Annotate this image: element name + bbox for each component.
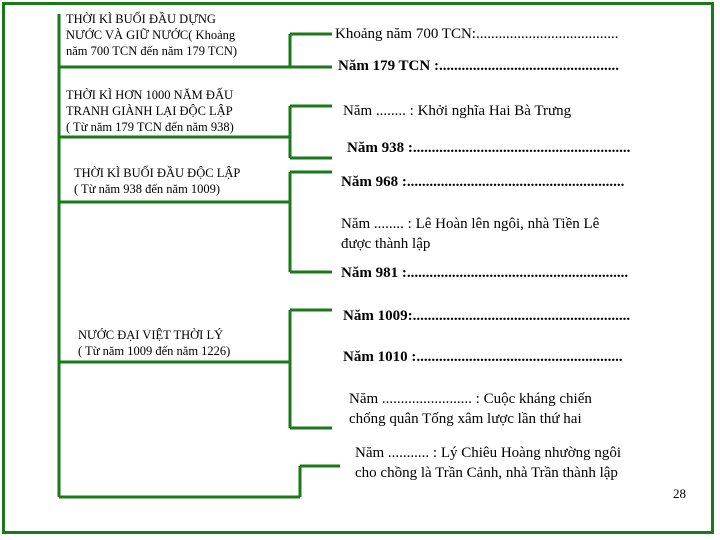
period-3-line1: THỜI KÌ BUỔI ĐẦU ĐỘC LẬP — [74, 166, 241, 180]
period-3-line2: ( Từ năm 938 đến năm 1009) — [74, 182, 221, 196]
event-le-hoan-line1: Năm ........ : Lê Hoàn lên ngôi, nhà Tiền Lê — [341, 216, 600, 232]
period-2-line3: ( Từ năm 179 TCN đến năm 938) — [66, 120, 234, 134]
event-khang-chien-tong — [349, 389, 709, 429]
period-2-line2: TRANH GIÀNH LẠI ĐỘC LẬP — [66, 104, 233, 118]
period-1-label — [66, 11, 284, 59]
event-938: Năm 938 :.......................................................... — [347, 140, 631, 156]
period-4-label — [78, 327, 288, 361]
event-le-hoan — [341, 214, 701, 254]
period-1-line3: năm 700 TCN đến năm 179 TCN) — [66, 44, 238, 58]
event-khang-chien-line1: Năm ........................ : Cuộc kháng chiến — [349, 391, 592, 407]
event-khang-chien-line2: chống quân Tống xâm lược lần thứ hai — [349, 411, 582, 427]
event-1009: Năm 1009:.......................................................... — [343, 308, 631, 324]
event-179-tcn: Năm 179 TCN :................................................ — [338, 58, 619, 74]
event-1010: Năm 1010 :....................................................... — [343, 349, 623, 365]
event-nha-tran — [355, 443, 715, 483]
event-nha-tran-line2: cho chồng là Trần Cảnh, nhà Trần thành lập — [355, 465, 618, 481]
period-3-label — [74, 165, 288, 199]
period-4-line1: NƯỚC ĐẠI VIỆT THỜI LÝ — [78, 328, 224, 342]
period-4-line2: ( Từ năm 1009 đến năm 1226) — [78, 344, 231, 358]
period-1-line1: THỜI KÌ BUỔI ĐẦU DỰNG — [66, 12, 216, 26]
period-2-line1: THỜI KÌ HƠN 1000 NĂM ĐẤU — [66, 88, 233, 102]
page-number: 28 — [673, 486, 686, 501]
event-700-tcn: Khoảng năm 700 TCN:...................................... — [335, 26, 619, 42]
event-hai-ba-trung: Năm ........ : Khởi nghĩa Hai Bà Trưng — [343, 103, 572, 119]
event-le-hoan-line2: được thành lập — [341, 236, 431, 252]
period-2-label — [66, 87, 284, 134]
event-981: Năm 981 :........................................................... — [341, 265, 629, 281]
event-nha-tran-line1: Năm ........... : Lý Chiêu Hoàng nhường ngôi — [355, 445, 622, 461]
event-968: Năm 968 :.......................................................... — [341, 174, 625, 190]
period-1-line2: NƯỚC VÀ GIỮ NƯỚC( Khoảng — [66, 28, 236, 42]
